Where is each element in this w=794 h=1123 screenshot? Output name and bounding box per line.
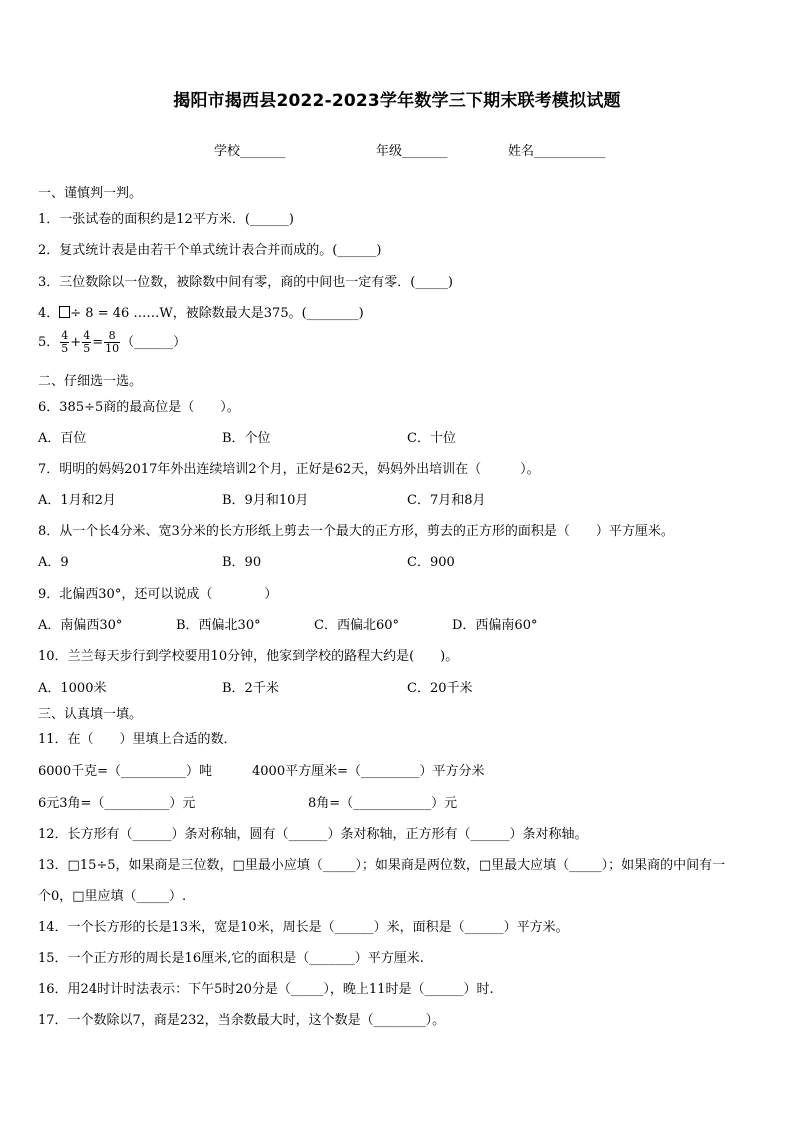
fraction-3: $\frac{8}{10}$ <box>105 329 120 355</box>
question-13-line-1: 13．□15÷5，如果商是三位数，□里最小应填（_____）；如果商是两位数，□里最大应填（_____）；如果商的中间有一 <box>38 858 726 873</box>
question-4 <box>38 302 364 321</box>
question-14: 14．一个长方形的长是13米，宽是10米，周长是（______）米，面积是（______）平方米。 <box>38 920 569 935</box>
question-8: 8．从一个长4分米、宽3分米的长方形纸上剪去一个最大的正方形，剪去的正方形的面积是（ ）平方厘米。 <box>38 524 674 539</box>
q10-option-b: B．2千米 <box>222 681 279 696</box>
question-2: 2．复式统计表是由若干个单式统计表合并而成的。(______) <box>38 243 382 258</box>
question-9: 9．北偏西30°，还可以说成（ ） <box>38 587 278 602</box>
question-10: 10．兰兰每天步行到学校要用10分钟，他家到学校的路程大约是( )。 <box>38 649 459 664</box>
fraction-2: $\frac{4}{5}$ <box>83 329 91 355</box>
question-4-text: ÷ 8 = 46 ……W，被除数最大是375。(________) <box>70 306 364 321</box>
q6-option-c: C．十位 <box>407 431 456 446</box>
q11-blank-3: 6元3角=（__________）元 <box>38 796 196 811</box>
equals-sign: = <box>92 335 104 350</box>
q10-option-c: C．20千米 <box>407 681 473 696</box>
q10-option-a: A．1000米 <box>38 681 107 696</box>
q9-option-b: B．西偏北30° <box>176 618 261 633</box>
q8-option-c: C．900 <box>407 555 455 570</box>
question-17: 17．一个数除以7，商是232，当余数最大时，这个数是（________）。 <box>38 1013 446 1028</box>
question-7: 7．明明的妈妈2017年外出连续培训2个月，正好是62天，妈妈外出培训在（ ）。 <box>38 462 540 477</box>
q11-blank-1: 6000千克=（__________）吨 <box>38 764 212 779</box>
blank-box-icon <box>59 306 70 318</box>
q11-blank-4: 8角=（____________）元 <box>308 796 458 811</box>
section-heading-fill: 三、认真填一填。 <box>38 707 143 722</box>
fraction-1: $\frac{4}{5}$ <box>61 329 69 355</box>
q7-option-a: A．1月和2月 <box>38 493 116 508</box>
question-6: 6．385÷5商的最高位是（ ）。 <box>38 400 240 415</box>
question-5-number: 5． <box>38 335 60 350</box>
question-12: 12．长方形有（______）条对称轴，圆有（______）条对称轴，正方形有（______）条对称轴。 <box>38 827 588 842</box>
plus-sign: + <box>70 335 82 350</box>
question-11: 11．在（ ）里填上合适的数． <box>38 732 237 747</box>
section-heading-judge: 一、谨慎判一判。 <box>38 186 143 201</box>
question-1: 1．一张试卷的面积约是12平方米．(______) <box>38 212 294 227</box>
school-field: 学校_______ <box>214 144 286 159</box>
q8-option-a: A．9 <box>38 555 69 570</box>
question-15: 15．一个正方形的周长是16厘米,它的面积是（_______）平方厘米. <box>38 951 424 966</box>
question-4-number: 4． <box>38 306 60 321</box>
grade-field: 年级_______ <box>376 144 448 159</box>
q7-option-c: C．7月和8月 <box>407 493 486 508</box>
question-3: 3．三位数除以一位数，被除数中间有零，商的中间也一定有零．(_____) <box>38 275 453 290</box>
question-16: 16．用24时计时法表示：下午5时20分是（_____），晚上11时是（______）时. <box>38 982 494 997</box>
q6-option-b: B．个位 <box>222 431 271 446</box>
question-5 <box>38 330 186 355</box>
name-field: 姓名___________ <box>508 144 606 159</box>
q11-blank-2: 4000平方厘米=（_________）平方分米 <box>252 764 485 779</box>
q7-option-b: B．9月和10月 <box>222 493 309 508</box>
section-heading-choose: 二、仔细选一选。 <box>38 374 143 389</box>
q6-option-a: A．百位 <box>38 431 87 446</box>
q9-option-d: D．西偏南60° <box>452 618 538 633</box>
q9-option-a: A．南偏西30° <box>38 618 123 633</box>
q8-option-b: B．90 <box>222 555 262 570</box>
q9-option-c: C．西偏北60° <box>314 618 399 633</box>
page-title: 揭阳市揭西县2022-2023学年数学三下期末联考模拟试题 <box>173 91 621 111</box>
question-13-line-2: 个0，□里应填（_____）. <box>38 889 187 904</box>
question-5-answer: （______） <box>121 335 187 350</box>
